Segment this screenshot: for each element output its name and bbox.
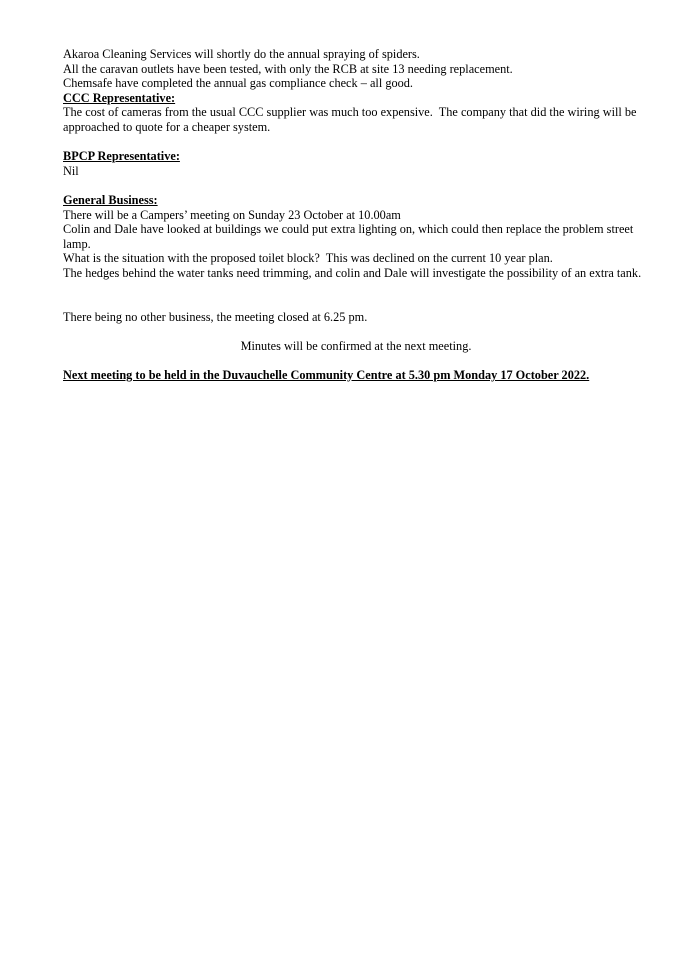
heading-bpcp-representative: BPCP Representative: [63, 149, 180, 164]
heading-general-business: General Business: [63, 192, 158, 207]
paragraph-spraying: Akaroa Cleaning Services will shortly do the annual spraying of spiders. [63, 47, 420, 61]
blank-line [63, 324, 649, 339]
paragraph-campers-meeting: There will be a Campers’ meeting on Sunday 23 October at 10.00am [63, 207, 401, 222]
paragraph-minutes-confirmed: Minutes will be confirmed at the next meeting. [240, 338, 472, 353]
document-body [63, 47, 649, 383]
blank-line [63, 295, 649, 310]
paragraph-bpcp-nil: Nil [63, 163, 79, 178]
paragraph-next-meeting: Next meeting to be held in the Duvauchelle Community Centre at 5.30 pm Monday 17 October 2022. [63, 368, 590, 383]
blank-line [63, 135, 649, 150]
paragraph-cameras-cost: The cost of cameras from the usual CCC supplier was much too expensive. The company that did the wiring will be approached to quote for a cheaper system. [63, 105, 640, 134]
blank-line [63, 281, 649, 296]
paragraph-caravan-outlets: All the caravan outlets have been tested, with only the RCB at site 13 needing replacement. [63, 61, 513, 76]
paragraph-hedges-tank: The hedges behind the water tanks need trimming, and colin and Dale will investigate the possibility of an extra tank. [63, 265, 642, 280]
paragraph-toilet-block: What is the situation with the proposed toilet block? This was declined on the current 10 year plan. [63, 251, 553, 266]
heading-ccc-representative: CCC Representative: [63, 90, 176, 105]
paragraph-extra-lighting: Colin and Dale have looked at buildings we could put extra lighting on, which could then replace the problem street lamp. [63, 222, 637, 251]
paragraph-gas-compliance: Chemsafe have completed the annual gas compliance check – all good. [63, 76, 413, 91]
paragraph-meeting-closed: There being no other business, the meeting closed at 6.25 pm. [63, 309, 368, 324]
blank-line [63, 178, 649, 193]
blank-line [63, 353, 649, 368]
